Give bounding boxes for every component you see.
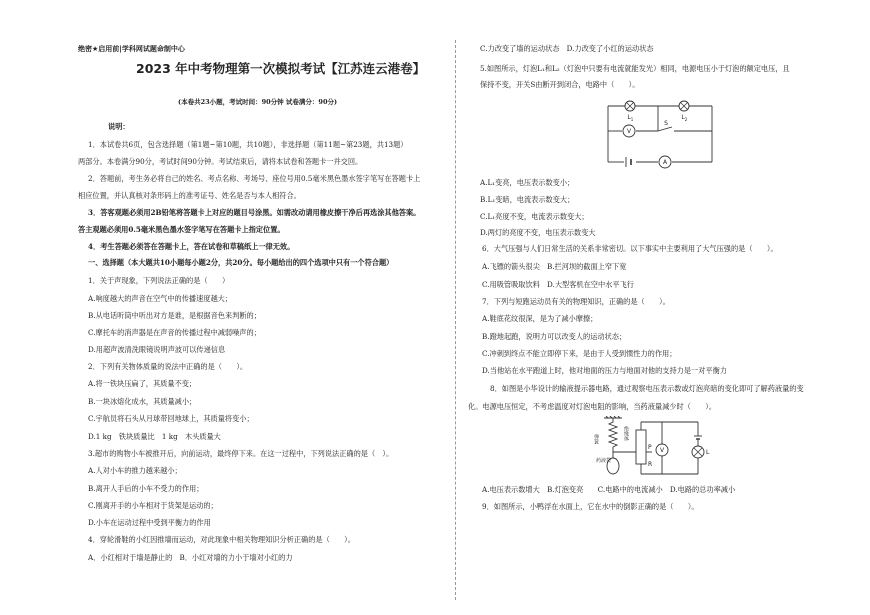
- question-8: 8．如图是小华设计的输液提示器电路，通过观察电压表示数或灯泡亮暗的变化即可了解药液量的变: [490, 384, 804, 393]
- label-insulator: 绝缘体: [623, 426, 629, 441]
- option-line: C.摩托车的消声器是在声音的传播过程中减弱噪声的；: [88, 328, 261, 337]
- option-line: D.用超声波清洗眼镜说明声波可以传递信息: [88, 345, 226, 354]
- instruction-line: 相应位置，并认真核对条形码上的准考证号、姓名是否与本人相符合。: [78, 191, 301, 200]
- page-title: 2023 年中考物理第一次模拟考试【江苏连云港卷】: [136, 61, 426, 76]
- q8-infusion-circuit-diagram: [586, 416, 726, 484]
- option-line: C.刚离开手的小车相对于货架是运动的；: [88, 501, 218, 510]
- question-7: 7．下列与短跑运动员有关的物理知识，正确的是（ ）。: [482, 297, 670, 306]
- label-l1-sub: 1: [630, 117, 634, 122]
- confidential-label: 绝密★启用前|学科网试题命制中心: [78, 45, 185, 53]
- option-line: B.一块冰熔化成水，其质量减小；: [88, 397, 197, 406]
- label-lamp: L: [706, 449, 710, 456]
- section-heading: 一、选择题（本大题共10小题每小题2分，共20分。每小题给出的四个选项中只有一个符合题）: [88, 258, 394, 267]
- label-voltmeter: V: [660, 447, 665, 454]
- label-p: P: [648, 444, 652, 451]
- instructions-heading: 说明：: [108, 122, 130, 131]
- option-line: C.力改变了墙的运动状态 D.力改变了小红的运动状态: [480, 44, 654, 53]
- label-bag: 药液袋: [596, 458, 612, 464]
- option-line: D.两灯的亮度不变，电压表示数变大: [480, 228, 596, 237]
- question-1: 1．关于声现象，下列说法正确的是（ ）: [88, 276, 230, 285]
- option-line: C.L₁亮度不变，电流表示数变大；: [480, 212, 589, 221]
- label-spring: 弹簧: [593, 434, 599, 444]
- question-9: 9．如图所示，小鸭浮在水面上，它在水中的倒影正确的是（ ）。: [482, 502, 699, 511]
- option-line: C.宇航员将石头从月球带回地球上，其质量将变小；: [88, 414, 254, 423]
- question-3: 3.超市的购物小车被推开后，向前运动，最终停下来。在这一过程中，下列说法正确的是（ ）。: [88, 449, 394, 458]
- option-line: A．小红相对于墙是静止的 B．小红对墙的力小于墙对小红的力: [88, 553, 293, 562]
- label-r: R: [648, 461, 653, 468]
- q5-circuit-diagram: [600, 96, 720, 174]
- label-voltmeter: V: [626, 128, 632, 135]
- option-line: D.当他站在水平跑道上时，他对地面的压力与地面对他的支持力是一对平衡力: [482, 366, 727, 375]
- instruction-line: 答主观题必须用0.5毫米黑色墨水签字笔写在答题卡上指定位置。: [78, 225, 285, 234]
- instruction-line: 3．答客观题必须用2B铅笔将答题卡上对应的题目号涂黑。如需改动请用橡皮擦干净后再选涂其他答案。: [88, 208, 421, 217]
- option-line: D.1 kg 铁块质量比 1 kg 木头质量大: [88, 432, 221, 441]
- question-2: 2．下列有关物体质量的说法中正确的是（ ）。: [88, 362, 248, 371]
- option-line: A.电压表示数增大 B.灯泡变亮 C.电路中的电流减小 D.电路的总功率减小: [482, 485, 736, 494]
- instruction-line: 1．本试卷共6页，包含选择题（第1题~第10题，共10题），非选择题（第11题~第23题，共13题）: [88, 140, 408, 149]
- exam-subtitle: (本卷共23小题，考试时间：90分钟 试卷满分：90分): [178, 98, 338, 106]
- option-line: D.小车在运动过程中受到平衡力的作用: [88, 518, 211, 527]
- label-l1: L: [627, 114, 631, 121]
- option-line: B.离开人手后的小车不受力的作用；: [88, 484, 204, 493]
- option-line: A.L₁变亮，电压表示数变小；: [480, 178, 575, 187]
- column-divider: [455, 40, 456, 600]
- option-line: A.鞋底花纹很深，是为了减小摩擦；: [482, 314, 598, 323]
- instruction-line: 2．答题前，考生务必将自己的姓名、考点名称、考场号、座位号用0.5毫米黑色墨水签字笔写在答题卡上: [88, 174, 421, 183]
- question-8-cont: 化。电源电压恒定，不考虑温度对灯泡电阻的影响，当药液量减少时（ ）。: [468, 402, 716, 411]
- option-line: A.响度越大的声音在空气中的传播速度越大；: [88, 294, 233, 303]
- label-switch: S: [664, 120, 668, 127]
- option-line: B.蹬地起跑，说明力可以改变人的运动状态；: [482, 332, 627, 341]
- option-line: B.从电话听筒中听出对方是谁，是根据音色来判断的；: [88, 311, 261, 320]
- label-ammeter: A: [662, 159, 668, 166]
- option-line: A.飞镖的箭头很尖 B.拦河坝的截面上窄下宽: [482, 262, 627, 271]
- option-line: C.冲刺到终点不能立即停下来，是由于人受到惯性力的作用；: [482, 349, 677, 358]
- question-6: 6．大气压强与人们日常生活的关系非常密切。以下事实中主要利用了大气压强的是（ ）。: [482, 244, 778, 253]
- option-line: C.用吸管吸取饮料 D.大型客机在空中水平飞行: [482, 280, 634, 289]
- instruction-line: 两部分。本卷满分90分，考试时间90分钟。考试结束后，请将本试卷和答题卡一并交回。: [78, 157, 363, 166]
- instruction-line: 4．考生答题必须答在答题卡上，答在试卷和草稿纸上一律无效。: [88, 242, 295, 251]
- question-5: 5.如图所示，灯泡L₁和L₂（灯泡中只要有电流就能发光）相同，电源电压小于灯泡的额定电压，且: [480, 64, 790, 73]
- option-line: A.人对小车的推力越来越小；: [88, 466, 182, 475]
- label-l2: L: [681, 114, 685, 121]
- question-4: 4．穿轮滑鞋的小红因推墙而运动，对此现象中相关物理知识分析正确的是（ ）。: [88, 535, 355, 544]
- option-line: B.L₁变暗，电流表示数变大；: [480, 195, 575, 204]
- question-5-cont: 保持不变，开关S由断开到闭合，电路中（ ）。: [480, 80, 640, 89]
- option-line: A.将一铁块压扁了，其质量不变；: [88, 379, 197, 388]
- label-l2-sub: 2: [684, 117, 688, 122]
